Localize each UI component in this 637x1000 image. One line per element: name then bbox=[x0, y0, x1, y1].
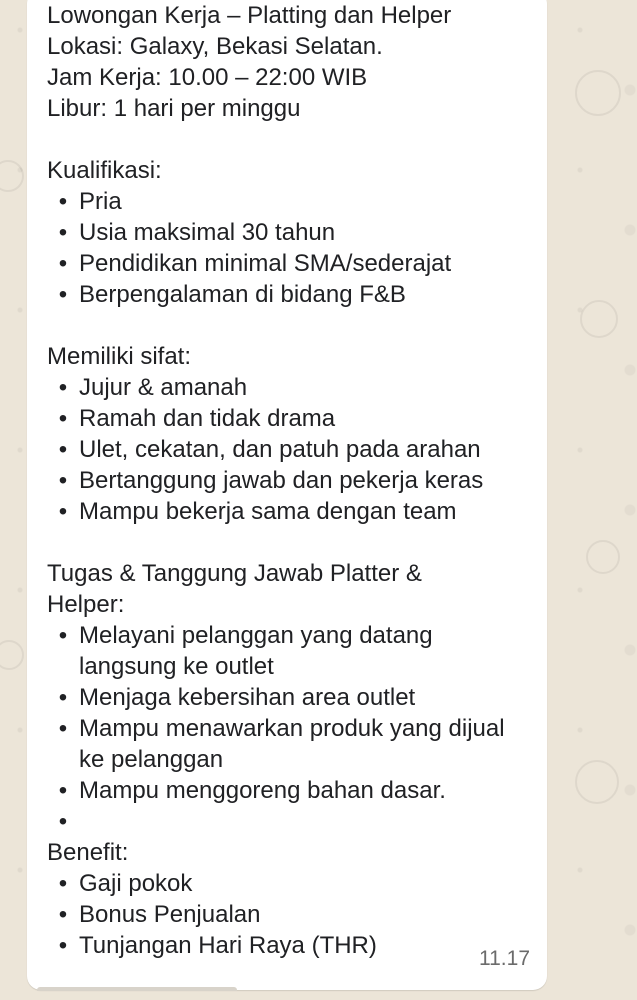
bullet-icon: • bbox=[58, 436, 68, 463]
bullet-icon: • bbox=[58, 219, 68, 246]
wallpaper-doodle bbox=[575, 760, 619, 804]
list-item-text: Bonus Penjualan bbox=[79, 901, 261, 928]
wallpaper-doodle bbox=[0, 160, 24, 192]
wallpaper-doodle bbox=[0, 640, 24, 670]
list-item bbox=[47, 713, 527, 775]
list-item bbox=[47, 372, 527, 403]
bullet-icon: • bbox=[58, 684, 68, 711]
list-item bbox=[47, 279, 527, 310]
list-item bbox=[47, 930, 527, 961]
wallpaper-doodle bbox=[580, 300, 618, 338]
list-item-text: Ulet, cekatan, dan patuh pada arahan bbox=[79, 436, 481, 463]
paragraph-gap bbox=[47, 124, 527, 155]
list-item-text: Berpengalaman di bidang F&B bbox=[79, 281, 406, 308]
message-line: Jam Kerja: 10.00 – 22:00 WIB bbox=[47, 64, 368, 91]
list-item-text: Tunjangan Hari Raya (THR) bbox=[79, 932, 377, 959]
list-item bbox=[47, 434, 527, 465]
bullet-icon: • bbox=[58, 281, 68, 308]
list-item bbox=[47, 465, 527, 496]
empty-list-item bbox=[47, 806, 527, 837]
bullet-icon: • bbox=[58, 622, 68, 649]
list-item-text: Mampu bekerja sama dengan team bbox=[79, 498, 457, 525]
list-item-text: Menjaga kebersihan area outlet bbox=[79, 684, 416, 711]
list-item-text: Pria bbox=[79, 188, 122, 215]
list-item bbox=[47, 682, 527, 713]
bullet-icon: • bbox=[58, 932, 68, 959]
list-item bbox=[47, 899, 527, 930]
list-item-text: Jujur & amanah bbox=[79, 374, 248, 401]
list-item-text: Usia maksimal 30 tahun bbox=[79, 219, 336, 246]
section-title: Helper: bbox=[47, 591, 125, 618]
list-item-text: Melayani pelanggan yang datang langsung ke outlet bbox=[79, 622, 433, 680]
section-title: Kualifikasi: bbox=[47, 157, 162, 184]
list-item bbox=[47, 217, 527, 248]
bullet-icon: • bbox=[58, 777, 68, 804]
list-item bbox=[47, 186, 527, 217]
bullet-icon: • bbox=[58, 715, 68, 742]
wallpaper-doodle bbox=[586, 540, 620, 574]
paragraph-gap bbox=[47, 527, 527, 558]
list-item bbox=[47, 248, 527, 279]
message-line: Lokasi: Galaxy, Bekasi Selatan. bbox=[47, 33, 383, 60]
list-item bbox=[47, 775, 527, 806]
list-item-text: Bertanggung jawab dan pekerja keras bbox=[79, 467, 484, 494]
message-bottom-edge bbox=[37, 987, 237, 991]
message-timestamp: 11.17 bbox=[479, 947, 530, 970]
list-item-text: Mampu menggoreng bahan dasar. bbox=[79, 777, 446, 804]
section-title: Tugas & Tanggung Jawab Platter & bbox=[47, 560, 422, 587]
wallpaper-doodle bbox=[575, 70, 621, 116]
bullet-icon: • bbox=[58, 405, 68, 432]
bullet-icon: • bbox=[58, 808, 68, 835]
bullet-icon: • bbox=[58, 467, 68, 494]
section-title: Benefit: bbox=[47, 839, 129, 866]
bullet-icon: • bbox=[58, 870, 68, 897]
message-bubble[interactable] bbox=[27, 0, 547, 990]
bullet-icon: • bbox=[58, 250, 68, 277]
message-line: Lowongan Kerja – Platting dan Helper bbox=[47, 2, 452, 29]
paragraph-gap bbox=[47, 310, 527, 341]
bullet-icon: • bbox=[58, 188, 68, 215]
list-item bbox=[47, 620, 527, 682]
message-line: Libur: 1 hari per minggu bbox=[47, 95, 301, 122]
list-item-text: Pendidikan minimal SMA/sederajat bbox=[79, 250, 452, 277]
list-item-text: Ramah dan tidak drama bbox=[79, 405, 336, 432]
bullet-icon: • bbox=[58, 901, 68, 928]
list-item-text: Gaji pokok bbox=[79, 870, 193, 897]
bullet-icon: • bbox=[58, 374, 68, 401]
list-item bbox=[47, 868, 527, 899]
bullet-icon: • bbox=[58, 498, 68, 525]
list-item bbox=[47, 496, 527, 527]
list-item bbox=[47, 403, 527, 434]
section-title: Memiliki sifat: bbox=[47, 343, 192, 370]
list-item-text: Mampu menawarkan produk yang dijual ke pelanggan bbox=[79, 715, 505, 773]
